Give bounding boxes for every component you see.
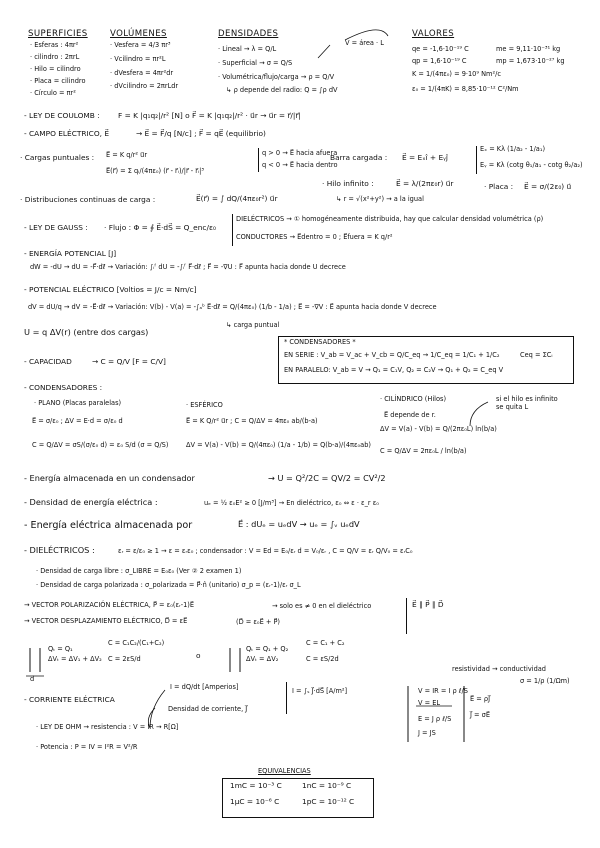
densidad-note: ↳ ρ depende del radio: Q = ∫ρ dV (226, 86, 338, 94)
energia-electrica-label: - Energía eléctrica almacenada por (24, 520, 193, 531)
cilindrico-note: si el hilo es infinito se quita L (496, 395, 558, 411)
barra-formula: E⃗ = Eₓî + Eᵧĵ (402, 153, 448, 162)
densidad-energia-formula: uₑ = ½ ε₀E² ≥ 0 [J/m³] → En dieléctrico, ε₀ ⇔ ε · ε_r ε₀ (204, 499, 379, 507)
valor-item: ε₀ = 1/(4πK) = 8,85·10⁻¹² C²/Nm (412, 85, 519, 93)
cilindrico-formula-2: ΔV = V(a) - V(b) = Q/(2πε₀L) ln(b/a) (380, 425, 497, 433)
condensadores-serie: EN SERIE : V_ab = V_ac + V_cb = Q/C_eq → 1/C_eq = 1/C₁ + 1/C₂ (284, 351, 500, 359)
densidad-item: · Superficial → σ = Q/S (218, 59, 293, 67)
paralelo-c2: C = εS/2d (306, 655, 339, 663)
placa-formula: E⃗ = σ/(2ε₀) u⃗ (524, 182, 572, 191)
flux-brace (286, 682, 287, 714)
j-sigma-formula: J⃗ = σE⃗ (470, 711, 491, 719)
puntuales-formula: E⃗ = K q/r² u⃗r (106, 151, 148, 159)
potencial-electrico-label: - POTENCIAL ELÉCTRICO [Voltios = J/c = Nm/c] (24, 285, 197, 294)
or-label: o (196, 651, 201, 660)
campo-label: - CAMPO ELÉCTRICO, E⃗ (24, 129, 110, 138)
e-rho-formula: E⃗ = ρJ⃗ (470, 695, 491, 703)
energia-potencial-label: - ENERGÍA POTENCIAL [J] (24, 249, 117, 258)
volumenes-title: VOLÚMENES (110, 29, 167, 39)
valores-title: VALORES (412, 29, 455, 39)
polarizacion-brace (406, 598, 407, 634)
densidad-polarizada: · Densidad de carga polarizada : σ_polarizada = P⃗·n̂ (unitario) σ_p = (εᵣ-1)/εᵣ σ_L (36, 581, 301, 589)
esferico-title: · ESFÉRICO (186, 401, 223, 409)
cases-brace (258, 148, 259, 172)
ohm-formula-3: E = J ρ ℓ/S (418, 715, 452, 723)
corriente-label: - CORRIENTE ELÉCTRICA (24, 695, 115, 704)
gauss-conductores: CONDUCTORES → E⃗dentro = 0 ; E⃗fuera = K q/r² (236, 233, 393, 241)
case-positive: q > 0 → E⃗ hacia afuera (262, 149, 338, 157)
barra-label: Barra cargada : (330, 153, 388, 162)
valor-item: qp = 1,6·10⁻¹⁹ C (412, 57, 467, 65)
serie-c2: C = 2εS/d (108, 655, 141, 663)
hilo-formula: E⃗ = λ/(2πε₀r) u⃗r (396, 179, 454, 188)
equivalencia-item: 1pC = 10⁻¹² C (302, 797, 355, 806)
ohm-formula-1: V = IR = I ρ ℓ/S (418, 687, 468, 695)
esferico-formula-1: E⃗ = K Q/r² u⃗r ; C = Q/ΔV = 4πε₀ ab/(b-a) (186, 417, 318, 425)
barra-ex: Eₓ = Kλ (1/a₂ - 1/a₁) (480, 145, 546, 153)
distribuciones-label: · Distribuciones continuas de carga : (20, 195, 156, 204)
distribuciones-formula: E⃗(r⃗) = ∫ dQ/(4πε₀r²) u⃗r (196, 194, 278, 203)
parallel-note: E⃗ ∥ P⃗ ∥ D⃗ (412, 600, 444, 609)
condensadores-paralelo: EN PARALELO: V_ab = V → Q₁ = C₁V, Q₂ = C₂V → Q₁ + Q₂ = C_eq V (284, 366, 504, 374)
paralelo-q: Qₜ = Q₁ + Q₂ (246, 645, 289, 653)
resistividad-note: resistividad → conductividad (452, 665, 546, 673)
gauss-formula: · Flujo : Φ = ∮ E⃗·dS⃗ = Q_enc/ε₀ (104, 223, 216, 232)
carga-puntual-note: ↳ carga puntual (226, 321, 280, 329)
plano-formula-2: C = Q/ΔV = σS/(σ/ε₀ d) = ε₀ S/d (σ = Q/S) (32, 441, 169, 449)
coulomb-formula: F = K |q₁q₂|/r² [N] o F⃗ = K |q₁q₂|/r² · u⃗r → u⃗r = r⃗/|r⃗| (118, 111, 301, 120)
gauss-dielectricos: DIELÉCTRICOS → ① homogéneamente distribuida, hay que calcular densidad volumétrica (ρ) (236, 215, 544, 223)
energia-electrica-formula: E⃗ : dUₑ = uₑdV → uₑ = ∫ᵥ uₑdV (238, 519, 360, 529)
barra-ey: Eᵧ = Kλ (cotg θ₁/a₁ - cotg θ₂/a₂) (480, 161, 583, 169)
esferico-formula-2: ΔV = V(a) - V(b) = Q/(4πε₀) (1/a - 1/b) = Q(b-a)/(4πε₀ab) (186, 441, 371, 449)
serie-c: C = C₁C₂/(C₁+C₂) (108, 639, 165, 647)
potencial-electrico-formula: dV = dU/q → dV = -E⃗·dℓ⃗ → Variación: V(b) - V(a) = -∫ₐᵇ E⃗·dℓ⃗ = Q/(4πε₀) (1/b - 1/a) ; E⃗ = -∇V : E⃗ apunta hacia donde V decrece (28, 303, 437, 311)
condensadores-label: - CONDENSADORES : (24, 383, 103, 392)
ceq-sum: Ceq = ΣCᵢ (520, 351, 553, 359)
paralelo-c: C = C₁ + C₂ (306, 639, 345, 647)
superficies-item: · Placa = cilindro (30, 77, 86, 85)
volumenes-item: · Vesfera = 4/3 πr³ (110, 41, 171, 49)
superficies-item: · cilindro : 2πrL (30, 53, 80, 61)
desplazamiento-label: → VECTOR DESPLAZAMIENTO ELÉCTRICO, D⃗ = εE⃗ (24, 617, 188, 625)
superficies-item: · Hilo = cilindro (30, 65, 81, 73)
densidad-item: · Lineal → λ = Q/L (218, 45, 277, 53)
superficies-item: · Esferas : 4πr² (30, 41, 79, 49)
superficies-title: SUPERFICIES (28, 29, 88, 39)
mass-item: mp = 1,673·10⁻²⁷ kg (496, 57, 565, 65)
polarizacion-label: → VECTOR POLARIZACIÓN ELÉCTRICA, P⃗ = ε₀(εᵣ-1)E⃗ (24, 601, 195, 609)
densidad-item: · Volumétrica/flujo/carga → ρ = Q/V (218, 73, 335, 81)
polarizacion-note: → solo es ≠ 0 en el dieléctrico (272, 602, 372, 610)
cilindrico-title: · CILÍNDRICO (Hilos) (380, 395, 447, 403)
hilo-label: · Hilo infinito : (322, 179, 374, 188)
cilindrico-formula-3: C = Q/ΔV = 2πε₀L / ln(b/a) (380, 447, 467, 455)
capacidad-label: - CAPACIDAD (24, 357, 72, 366)
puntuales-label: · Cargas puntuales : (20, 153, 95, 162)
campo-formula: → E⃗ = F⃗/q [N/c] ; F⃗ = qE⃗ (equilibrio) (136, 129, 266, 138)
potencia-label: · Potencia : P = IV = I²R = V²/R (36, 743, 138, 751)
equivalencia-item: 1mC = 10⁻³ C (230, 781, 282, 790)
energia-label: - Energía almacenada en un condensador (24, 473, 195, 483)
superficies-item: · Círculo = πr² (30, 89, 76, 97)
valor-item: K = 1/(4πε₀) = 9·10⁹ Nm²/c (412, 70, 501, 78)
densidad-energia-label: - Densidad de energía eléctrica : (24, 497, 158, 507)
energia-carga-formula: U = q ΔV(r) (entre dos cargas) (24, 327, 149, 337)
sigma-formula: σ = 1/ρ (1/Ωm) (520, 677, 570, 685)
plate-gap-label: d (30, 675, 35, 683)
dielectricos-formula: εᵣ = ε/ε₀ ≥ 1 → ε = εᵣε₀ ; condensador : V = Ed = E₀/εᵣ d = V₀/εᵣ , C = Q/V = εᵣ Q/V₀ = εᵣC₀ (118, 547, 413, 555)
densidad-corriente: Densidad de corriente, J⃗ (168, 705, 248, 713)
case-negative: q < 0 → E⃗ hacia dentro (262, 161, 338, 169)
placa-label: · Placa : (484, 182, 514, 191)
equivalencias-title: EQUIVALENCIAS (258, 767, 311, 775)
ohm-formula-2: V = EL (418, 699, 441, 707)
serie-q: Qₜ = Q₁ (48, 645, 73, 653)
plano-formula-1: E⃗ = σ/ε₀ ; ΔV = E·d = σ/ε₀ d (32, 417, 123, 425)
volumenes-item: · dVesfera = 4πr²dr (110, 69, 174, 77)
paralelo-v: ΔVₜ = ΔV₂ (246, 655, 279, 663)
energia-formula: → U = Q²/2C = QV/2 = CV²/2 (268, 473, 386, 483)
gauss-label: - LEY DE GAUSS : (24, 223, 88, 232)
corriente-formula: I = dQ/dt [Amperios] (170, 683, 239, 691)
serie-v: ΔVₜ = ΔV₁ + ΔV₂ (48, 655, 102, 663)
cilindrico-formula-1: E⃗ depende de r. (384, 411, 436, 419)
capacidad-formula: → C = Q/V [F = C/V] (92, 357, 166, 366)
volumenes-item: · dVcilindro = 2πrLdr (110, 82, 179, 90)
barra-brace (476, 146, 477, 174)
ohm-law-label: · LEY DE OHM → resistencia : V = IR → R[Ω] (36, 723, 179, 731)
dielectricos-label: - DIELÉCTRICOS : (24, 545, 95, 555)
condensadores-box-title: * CONDENSADORES * (284, 338, 356, 346)
flux-formula: I = ∫ₛ J⃗·dS⃗ [A/m²] (292, 687, 348, 695)
gauss-brace (232, 214, 233, 246)
puntuales-formula-sum: E⃗(r⃗) = Σ qᵢ/(4πε₀) (r⃗ - r⃗ᵢ)/|r⃗ - r⃗ᵢ|³ (106, 167, 204, 175)
mass-item: me = 9,11·10⁻³¹ kg (496, 45, 561, 53)
energia-potencial-formula: dW = -dU → dU = -F⃗·dℓ⃗ → Variación: ∫ᵢᶠ dU = -∫ᵢᶠ F⃗·dℓ⃗ ; F⃗ = -∇U : F⃗ apunta hacia donde U decrece (30, 263, 346, 271)
volume-note: V = área · L (345, 39, 384, 47)
coulomb-label: - LEY DE COULOMB : (24, 111, 100, 120)
desplazamiento-note: (D⃗ = ε₀E⃗ + P⃗) (236, 618, 281, 626)
volumenes-item: · Vcilindro = πr²L (110, 55, 166, 63)
equivalencia-item: 1nC = 10⁻⁹ C (302, 781, 352, 790)
valor-item: qe = -1,6·10⁻¹⁹ C (412, 45, 469, 53)
hilo-distance: ↳ r = √(x²+y²) → a la igual (336, 195, 424, 203)
densidades-title: DENSIDADES (218, 29, 279, 39)
ohm-formula-4: J = JS (418, 729, 436, 737)
equivalencia-item: 1μC = 10⁻⁶ C (230, 797, 280, 806)
plano-title: · PLANO (Placas paralelas) (34, 399, 122, 407)
densidad-libre: · Densidad de carga libre : σ_LIBRE = E₀ε₀ (Ver ② 2 examen 1) (36, 567, 242, 575)
